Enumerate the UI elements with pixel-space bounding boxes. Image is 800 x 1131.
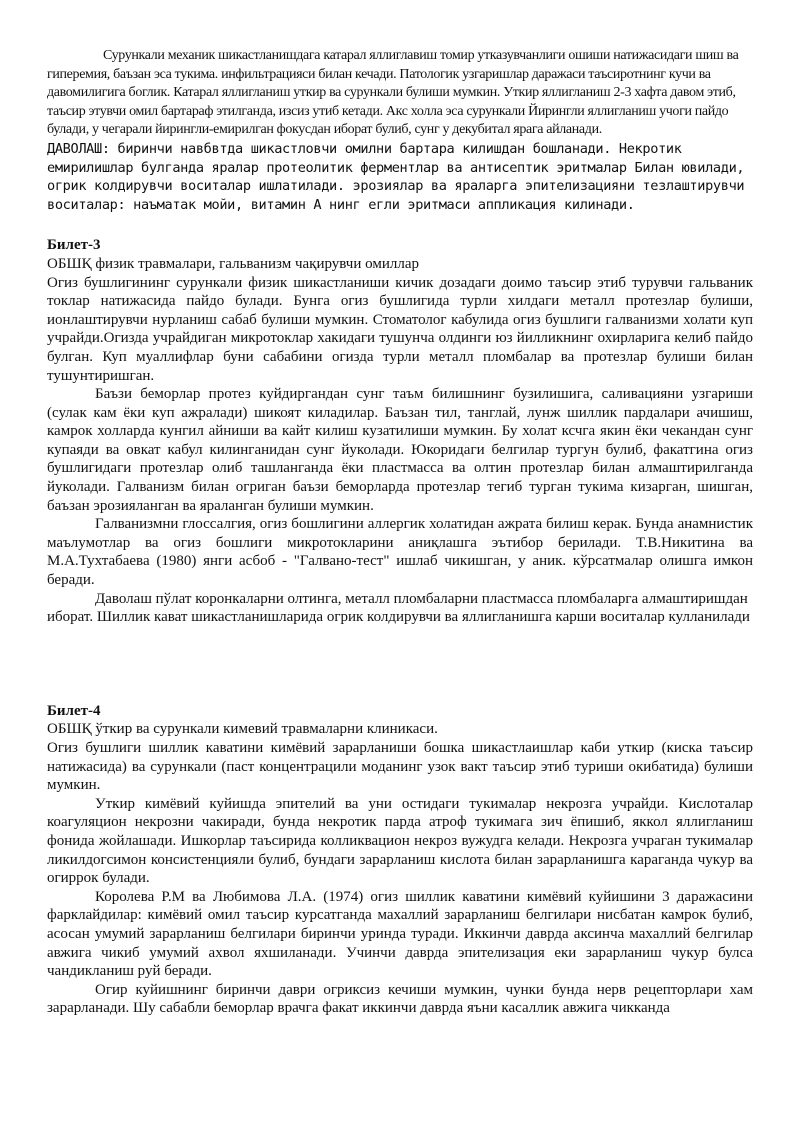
ticket-4-paragraph: Огиз бушлиги шиллик каватини кимёвий зарарланиши бошка шикастлаишлар каби уткир (киска таъсир натижасида) ва сурункали (паст концентрацили моданинг узок вакт таъсир этиб туриши окибатида) булиши мумкин. [47,740,753,794]
ticket-3-subtitle: ОБШҚ физик травмалари, гальванизм чақирувчи омиллар [47,255,419,272]
intro-paragraph-1: Сурункали механик шикастланишдага катарал яллиглавиш томир утказувчанлиги ошиши натижасидаги шиш ва гиперемия, баъзан эса тукима. инфильтрацияси билан кечади. Патологик узгаришлар даражаси таъсиротнинг кучи ва давомилигига боглик. Катарал яллигланиш уткир ва сурункали булиши мумкин. Уткир яллигланиш 2-3 хафта давом этиб, таъсир этувчи омил бартараф этилганда, изсиз утиб кетади. Акс холла эса сурункали Йирингли яллигланиш учоги пайдо булади, у чегарали йирингли-емирилган фокусдан иборат булиб, сунг у декубитал ярага айланади. [47,48,739,138]
intro-paragraph-treatment: ДАВОЛАШ: биринчи навбвтда шикастловчи омилни бартара килишдан бошланади. Некротик емирилишлар булганда яралар протеолитик ферментлар ва антисептик эритмалар Билан ювилади, огрик колдирувчи воситалар ишлатилади. эрозиялар ва яраларга эпителизацияни тезлаштирувчи воситалар: наъматак мойи, витамин А нинг егли эритмаси аппликация килинади. [47,140,745,213]
ticket-4-title: Билет-4 [47,702,101,719]
ticket-3-section [47,236,753,626]
ticket-4-paragraph: Королева Р.М ва Любимова Л.А. (1974) огиз шиллик каватини кимёвий куйишини 3 даражасини фарклайдилар: кимёвий омил таъсир курсатганда махаллий зарарланиш белгилари нисбатан камрок булиб, асосан умумий зарарланиш белгилари биринчи уринда туради. Иккинчи даврда аксинча махаллий белгилар авжига чикиб умумий ахвол яхшиланади. Учинчи даврда эпителизация еки зарарланиш чукур булса чандикланиш руй беради. [47,888,753,980]
document-page [47,47,753,1018]
ticket-4-subtitle: ОБШҚ ўткир ва сурункали кимевий травмаларни клиникаси. [47,721,438,738]
ticket-3-title: Билет-3 [47,237,101,254]
ticket-4-section [47,702,753,1018]
ticket-4-paragraph: Уткир кимёвий куйишда эпителий ва уни остидаги тукималар некрозга учрайди. Кислоталар коагуляцион некрозни чакиради, бунда некротик парда атроф тукимага зич ёпишиб, яккол яллигланиш фонида жойлашади. Ишкорлар таъсирида колликвацион некроз вужудга келади. Некрозга учраган тукималар ликилдогсимон консистенцияли булиб, бундаги зарарланиш кислота билан зарарланишга караганда чукур ва огиррок булади. [47,795,753,887]
ticket-4-paragraph: Огир куйишнинг биринчи даври огриксиз кечиши мумкин, чунки бунда нерв рецепторлари хам зарарланади. Шу сабабли беморлар врачга факат иккинчи даврда яъни касаллик авжига чикканда [47,981,753,1017]
ticket-3-paragraph: Галванизмни глоссалгия, огиз бошлигини аллергик холатидан ажрата билиш керак. Бунда анамнистик маълумотлар ва огиз бошлиги микротокларини аниқлашга эътибор берилади. Т.В.Никитина ва М.А.Тухтабаева (1980) янги асбоб - "Галвано-тест" ишлаб чикишган, у аник. кўрсатмалар олишга имкон беради. [47,516,753,589]
ticket-3-paragraph: Даволаш пўлат коронкаларни олтинга, металл пломбаларни пластмасса пломбаларга алмаштиришдан иборат. Шиллик кават шикастланишларида огрик колдирувчи ва яллигланишга карши воситалар кулланилади [47,590,750,626]
ticket-3-paragraph: Баъзи беморлар протез куйдиргандан сунг таъм билишнинг бузилишига, саливацияни узгариши (сулак кам ёки куп ажралади) шикоят киладилар. Баъзан тил, танглай, лунж шиллик пардалари ачишиш, камрок холларда кунгил айниши ва кайт килиш кузатилиши мумкин. Бу холат ксчга якин ёки чекандан сунг купаяди ва овкат кабул килинганидан сунг йуколади. Юкоридаги белгилар тургун булиб, факатгина огиз бушлигидаги протезлар олиб ташланганда ёки пластмасса ва олтин протезлар билан алмаштирилганда йуколади. Галванизм билан огриган баъзи беморларда протезлар тегиб турган тукима кизарган, шишган, баъзан эрозияланган ва яраланган булиши мумкин. [47,386,753,514]
ticket-3-paragraph: Огиз бушлигининг сурункали физик шикастланиши кичик дозадаги доимо таъсир этиб турувчи гальваник токлар натижасида пайдо булади. Бунга огиз бушлигида турли хилдаги металл протезлар булиши, ионлаштирувчи нурланиш сабаб булиши мумкин. Стоматолог кабулида огиз бушлиги галванизми холати куп учрайди.Огизда учрайдиган микротоклар хакидаги тушунча олдинги юз йилликнинг охирларига келиб пайдо булган. Куп муаллифлар буни сабабини огизда турли металл пломбалар ва протезлар булиши билан тушунтиришган. [47,274,753,384]
